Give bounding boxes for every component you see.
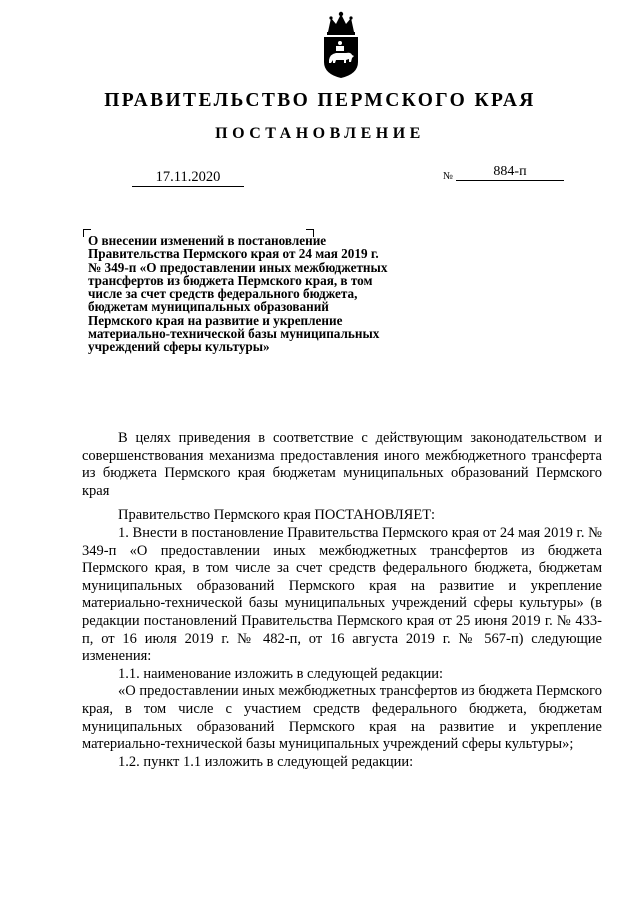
preamble-paragraph: В целях приведения в соответствие с действующим законодательством и совершенствования механизма предоставления иного межбюджетного трансферта из бюджета Пермского края бюджетам муниципальных образований Пермского края: [82, 430, 602, 499]
subject-line: трансфертов из бюджета Пермского края, в том: [88, 272, 373, 288]
subject-line: бюджетам муниципальных образований: [88, 299, 329, 315]
subject-line: О внесении изменений в постановление: [88, 233, 327, 248]
subject-line: Правительства Пермского края от 24 мая 2019 г.: [88, 246, 379, 262]
item-1-paragraph: 1. Внести в постановление Правительства Пермского края от 24 мая 2019 г. № 349-п «О предоставлении иных межбюджетных трансфертов из бюджета Пермского края, в том числе за счет средств федерального бюджета, бюджетам муниципальных образований Пермского края на развитие и укрепление материально-технической базы муниципальных учреждений сферы культуры» (в редакции постановлений Правительства Пермского края от 25 июня 2019 г. № 433-п, от 16 июля 2019 г. № 482-п, от 16 августа 2019 г. № 567-п) следующие изменения:: [82, 524, 602, 665]
perm-krai-coat-of-arms-icon: [318, 10, 364, 80]
subject-line: учреждений сферы культуры»: [88, 339, 270, 355]
document-number: 884-п: [456, 163, 564, 181]
item-1-1-paragraph: 1.1. наименование изложить в следующей редакции:: [118, 665, 444, 682]
organization-title: ПРАВИТЕЛЬСТВО ПЕРМСКОГО КРАЯ: [104, 90, 536, 111]
subject-line: № 349-п «О предоставлении иных межбюджетных: [88, 259, 388, 275]
number-sign: №: [443, 171, 454, 182]
item-1-2-paragraph: 1.2. пункт 1.1 изложить в следующей редакции:: [118, 753, 414, 770]
document-date: 17.11.2020: [132, 168, 244, 187]
document-body: [82, 430, 602, 771]
document-type-title: ПОСТАНОВЛЕНИЕ: [215, 125, 425, 142]
subject-line: числе за счет средств федерального бюджета,: [88, 286, 358, 302]
item-1-1-text-paragraph: «О предоставлении иных межбюджетных трансфертов из бюджета Пермского края, в том числе с участием средств федерального бюджета, бюджетам муниципальных образований Пермского края на развитие и укрепление материально-технической базы муниципальных учреждений сферы культуры»;: [82, 683, 602, 753]
subject-line: материально-технической базы муниципальных: [88, 326, 380, 342]
document-subject: [88, 234, 448, 354]
subject-line: Пермского края на развитие и укрепление: [88, 312, 343, 328]
resolution-paragraph: Правительство Пермского края ПОСТАНОВЛЯЕТ:: [118, 507, 436, 524]
